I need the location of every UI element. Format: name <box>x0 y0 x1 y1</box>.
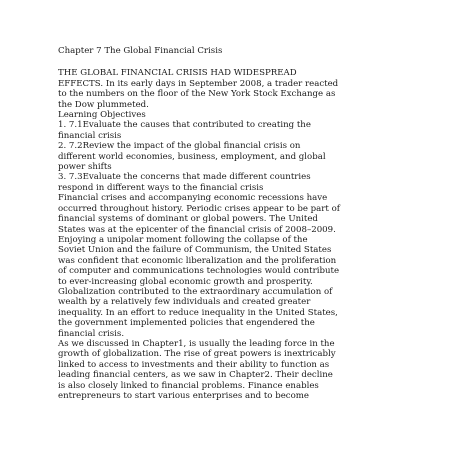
text-line: leading financial centers, as we saw in Chapter2. Their decline <box>58 370 333 381</box>
text-line: linked to access to investments and their ability to function as <box>58 359 330 370</box>
learning-objective: 2. 7.2Review the impact of the global financial crisis on <box>58 141 301 152</box>
text-line: financial systems of dominant or global powers. The United <box>58 214 318 225</box>
section-heading: Learning Objectives <box>58 110 146 121</box>
chapter-title: Chapter 7 The Global Financial Crisis <box>58 46 223 56</box>
text-line: the government implemented policies that engendered the <box>58 318 315 329</box>
text-line: States was at the epicenter of the financial crisis of 2008–2009. <box>58 224 336 235</box>
text-line: Enjoying a unipolar moment following the collapse of the <box>58 234 308 245</box>
text-line: EFFECTS. In its early days in September 2008, a trader reacted <box>58 78 339 89</box>
text-line: inequality. In an effort to reduce inequality in the United States, <box>58 307 338 318</box>
text-line: Globalization contributed to the extraordinary accumulation of <box>58 286 333 297</box>
text-line: financial crisis. <box>58 328 125 339</box>
document-page <box>58 46 398 401</box>
text-line: is also closely linked to financial problems. Finance enables <box>58 380 319 391</box>
text-line: Financial crises and accompanying economic recessions have <box>58 193 328 204</box>
learning-objective: 1. 7.1Evaluate the causes that contributed to creating the <box>58 120 311 131</box>
learning-objective: power shifts <box>58 162 112 173</box>
text-line: occurred throughout history. Periodic crises appear to be part of <box>58 203 340 214</box>
text-line: As we discussed in Chapter1, is usually the leading force in the <box>58 338 335 349</box>
text-line: wealth by a relatively few individuals and created greater <box>58 297 311 308</box>
text-line: of computer and communications technologies would contribute <box>58 266 340 277</box>
body-text <box>58 68 398 401</box>
learning-objective: 3. 7.3Evaluate the concerns that made different countries <box>58 172 311 183</box>
text-line: growth of globalization. The rise of great powers is inextricably <box>58 349 336 360</box>
learning-objective: respond in different ways to the financial crisis <box>58 182 264 193</box>
text-line: was confident that economic liberalization and the proliferation <box>58 255 337 266</box>
text-line: to the numbers on the floor of the New York Stock Exchange as <box>58 89 336 100</box>
learning-objective: different world economies, business, employment, and global <box>58 151 326 162</box>
text-line: entrepreneurs to start various enterprises and to become <box>58 391 310 401</box>
text-line: the Dow plummeted. <box>58 99 149 110</box>
text-line: Soviet Union and the failure of Communism, the United States <box>58 245 332 256</box>
learning-objective: financial crisis <box>58 130 122 141</box>
text-line: to ever-increasing global economic growth and prosperity. <box>58 276 313 287</box>
text-line: THE GLOBAL FINANCIAL CRISIS HAD WIDESPREAD <box>58 68 297 79</box>
